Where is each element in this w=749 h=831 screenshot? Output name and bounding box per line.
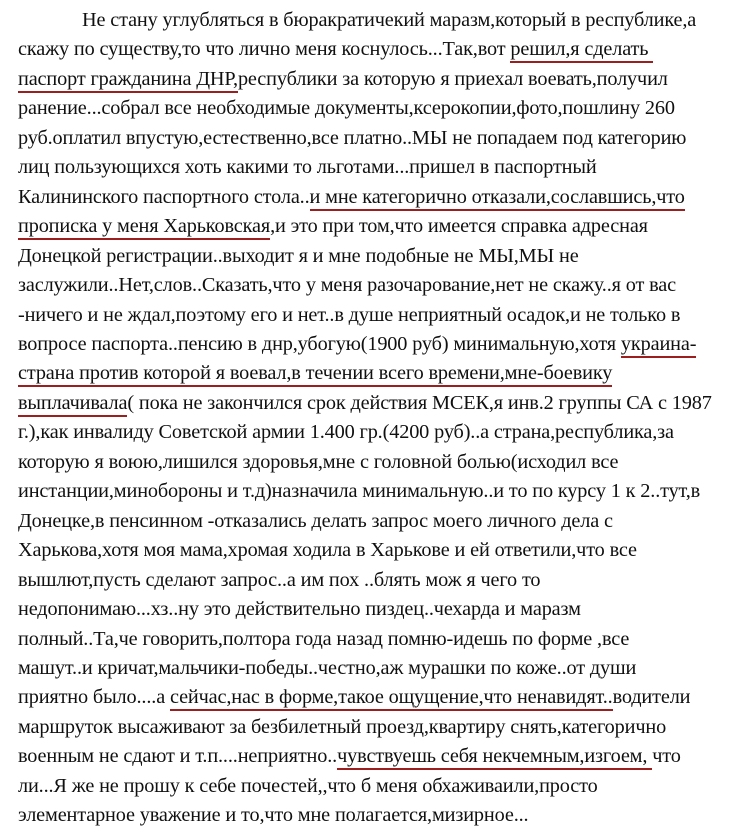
underlined-text-span: паспорт гражданина ДНР, (18, 68, 238, 93)
document-text-body (18, 6, 734, 831)
text-line (18, 713, 734, 742)
text-span: водители (612, 686, 691, 709)
text-line (18, 477, 734, 506)
text-span: ,и это при том,что имеется справка адресная (270, 215, 648, 238)
underlined-text-span: выплачивала (18, 392, 127, 417)
text-span: вышлют,пусть сделают запрос..а им пох ..блять мож я чего то (18, 568, 541, 591)
text-line (18, 94, 734, 123)
text-line (18, 683, 734, 712)
text-span: недопонимаю...хз..ну это действительно пиздец..чехарда и маразм (18, 598, 581, 621)
text-span: лиц пользующихся хоть какими то льготами...пришел в паспортный (18, 156, 597, 179)
text-line (18, 153, 734, 182)
text-line (18, 448, 734, 477)
text-span: ( пока не закончился срок действия МСЕК,я инв.2 группы СА с 1987 (127, 391, 712, 414)
text-line (18, 65, 734, 94)
text-span: скажу по существу,то что лично меня коснулось...Так,вот (18, 38, 511, 61)
text-line (18, 595, 734, 624)
text-span: Калининского паспортного стола.. (18, 185, 310, 208)
text-line (18, 389, 734, 418)
text-span: Донецкой регистрации..выходит я и мне подобные не МЫ,МЫ не (18, 244, 579, 267)
text-line (18, 418, 734, 447)
text-span: полный..Та,че говорить,полтора года назад помню-идешь по форме ,все (18, 627, 630, 650)
underlined-text-span: чувствуешь себя некчемным,изгоем, (337, 745, 652, 770)
text-span: руб.оплатил впустую,естественно,все платно..МЫ не попадаем под категорию (18, 126, 687, 149)
text-line (18, 271, 734, 300)
text-span: Не стану углубляться в бюракратичекий маразм,который в республике,а (82, 9, 697, 31)
text-line (18, 242, 734, 271)
text-line (18, 359, 734, 388)
text-span: вопросе паспорта..пенсию в днр,убогую(1900 руб) минимальную,хотя (18, 332, 621, 355)
text-line (18, 566, 734, 595)
text-span: заслужили..Нет,слов..Сказать,что у меня разочарование,нет не скажу..я от вас (18, 274, 676, 297)
text-line (18, 772, 734, 801)
text-line (18, 625, 734, 654)
text-span: Харькова,хотя моя мама,хромая ходила в Харькове и ей ответили,что все (18, 539, 637, 562)
text-span: ли...Я же не прошу к себе почестей,,что б меня обхаживаили,просто (18, 774, 598, 797)
underlined-text-span: сейчас,нас в форме,такое ощущение,что ненавидят.. (170, 686, 613, 711)
text-span: г.),как инвалиду Советской армии 1.400 гр.(4200 руб)..а страна,республика,за (18, 421, 674, 444)
text-line (18, 330, 734, 359)
text-span: республики за которую я приехал воевать,получил (237, 67, 668, 90)
underlined-text-span: украина- (621, 333, 696, 358)
text-line (18, 507, 734, 536)
text-line (18, 536, 734, 565)
underlined-text-span: прописка у меня Харьковская (18, 215, 270, 240)
text-span: машут..и кричат,мальчики-победы..честно,аж мурашки по коже..от души (18, 656, 637, 679)
text-span: элементарное уважение и то,что мне полагается,мизирное... (18, 804, 529, 827)
text-line (18, 6, 734, 35)
text-line (18, 183, 734, 212)
text-span: ранение...собрал все необходимые документы,ксерокопии,фото,пошлину 260 (18, 97, 675, 120)
underlined-text-span: решил,я сделать (510, 38, 653, 63)
text-line (18, 35, 734, 64)
text-span: инстанции,минобороны и т.д)назначила минимальную..и то по курсу 1 к 2..тут,в (18, 480, 701, 503)
text-span: что (652, 745, 681, 768)
text-span: военным не сдают и т.п....неприятно.. (18, 745, 338, 768)
underlined-text-span: страна против которой я воевал,в течении всего времени,мне-боевику (18, 362, 612, 387)
text-line (18, 124, 734, 153)
text-line (18, 654, 734, 683)
text-line (18, 301, 734, 330)
text-span: Донецке,в пенсинном -отказались делать запрос моего личного дела с (18, 509, 613, 532)
text-line (18, 212, 734, 241)
text-span: -ничего и не ждал,поэтому его и нет..в душе неприятный осадок,и не только в (18, 303, 681, 326)
text-line (18, 742, 734, 771)
underlined-text-span: и мне категорично отказали,сославшись,что (310, 186, 685, 211)
text-span: приятно было....а (18, 686, 170, 709)
text-span: маршруток высаживают за безбилетный проезд,квартиру снять,категорично (18, 715, 667, 738)
text-span: которую я воюю,лишился здоровья,мне с головной болью(исходил все (18, 450, 619, 473)
